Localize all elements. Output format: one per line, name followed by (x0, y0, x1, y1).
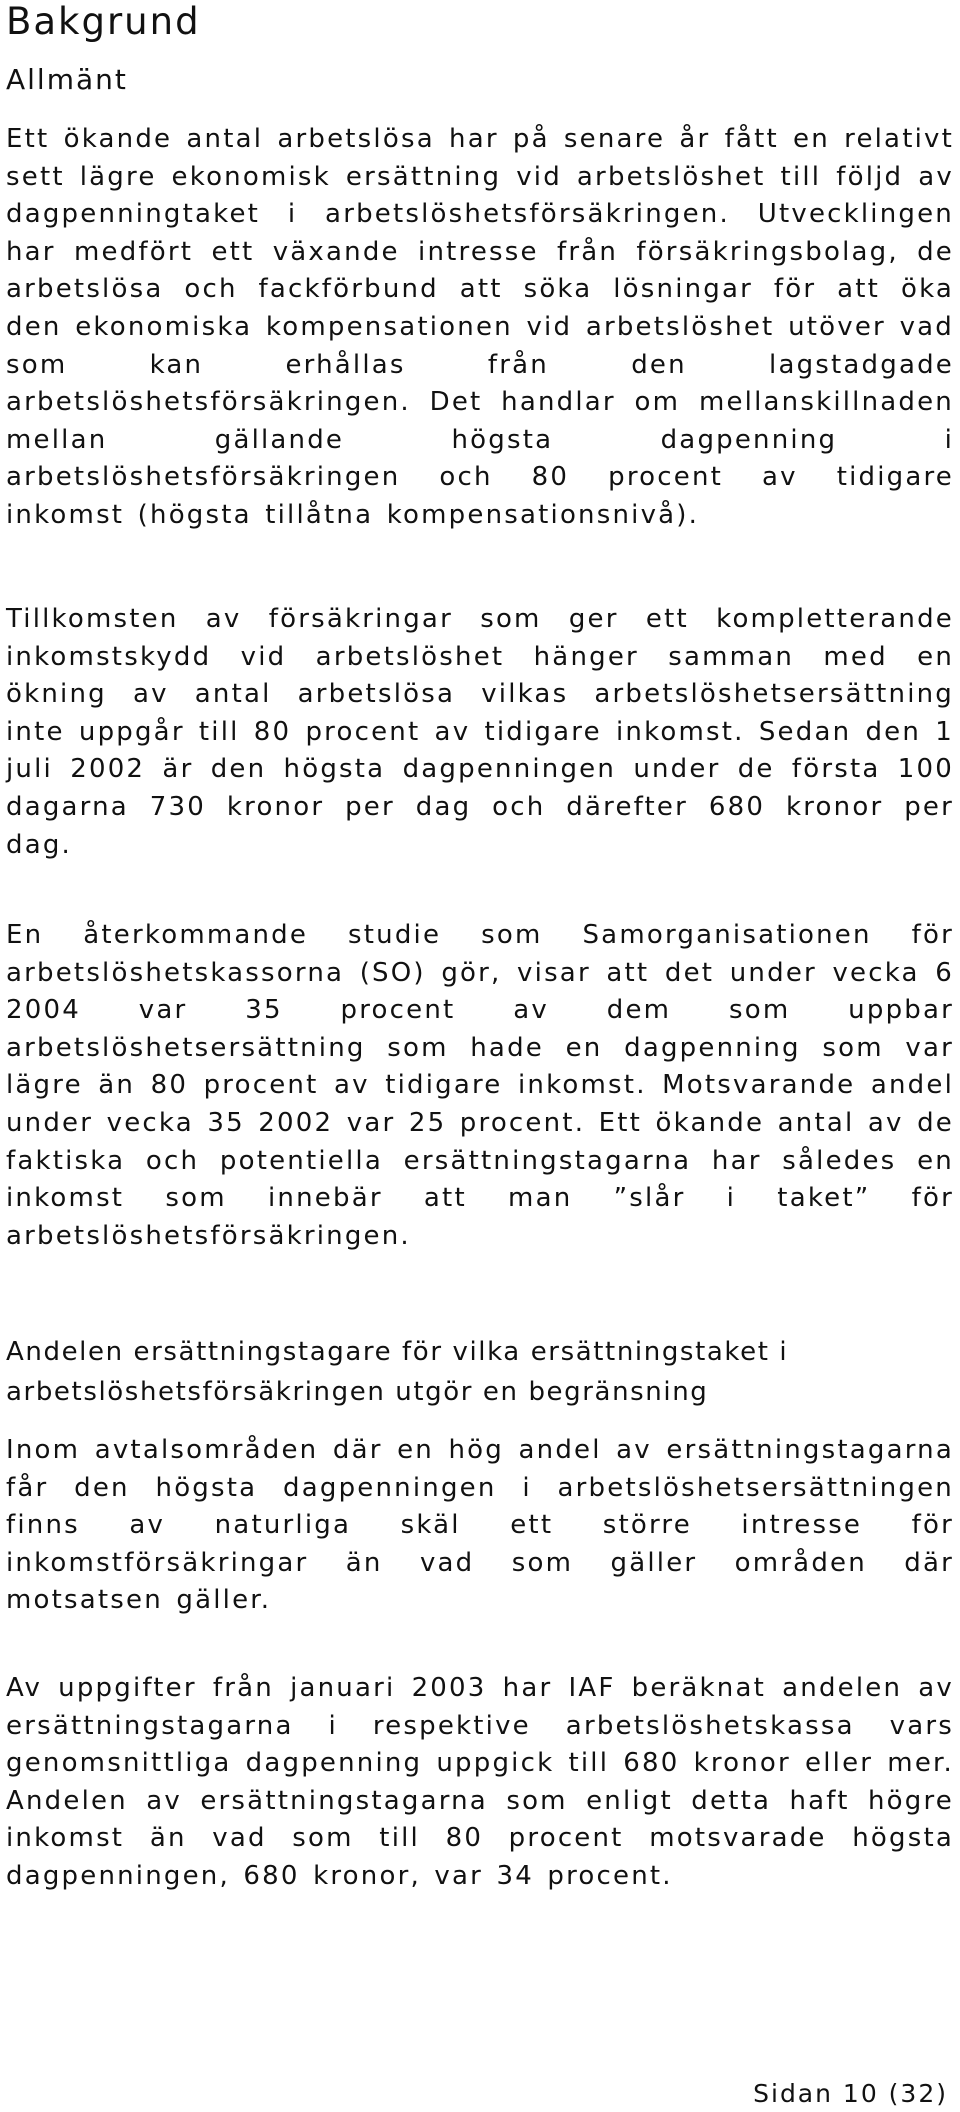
body-paragraph: En återkommande studie som Samorganisationen för arbetslöshetskassorna (SO) gör, visar att det under vecka 6 2004 var 35 procent av dem som uppbar arbetslöshetsersättning som hade en dagpenning som var lägre än 80 procent av tidigare inkomst. Motsvarande andel under vecka 35 2002 var 25 procent. Ett ökande antal av de faktiska och potentiella ersättningstagarna har således en inkomst som innebär att man ”slår i taket” för arbetslöshetsförsäkringen. (6, 920, 954, 1251)
body-paragraph: Av uppgifter från januari 2003 har IAF beräknat andelen av ersättningstagarna i respektive arbetslöshetskassa vars genomsnittliga dagpenning uppgick till 680 kronor eller mer. Andelen av ersättningstagarna som enligt detta haft högre inkomst än vad som till 80 procent motsvarade högsta dagpenningen, 680 kronor, var 34 procent. (6, 1673, 954, 1891)
body-paragraph: Tillkomsten av försäkringar som ger ett kompletterande inkomstskydd vid arbetslöshet hänger samman med en ökning av antal arbetslösa vilkas arbetslöshetsersättning inte uppgår till 80 procent av tidigare inkomst. Sedan den 1 juli 2002 är den högsta dagpenningen under de första 100 dagarna 730 kronor per dag och därefter 680 kronor per dag. (6, 604, 954, 860)
body-paragraph: Ett ökande antal arbetslösa har på senare år fått en relativt sett lägre ekonomisk ersättning vid arbetslöshet till följd av dagpenningtaket i arbetslöshetsförsäkringen. Utvecklingen har medfört ett växande intresse från försäkringsbolag, de arbetslösa och fackförbund att söka lösningar för att öka den ekonomiska kompensationen vid arbetslöshet utöver vad som kan erhållas från den lagstadgade arbetslöshetsförsäkringen. Det handlar om mellanskillnaden mellan gällande högsta dagpenning i arbetslöshetsförsäkringen och 80 procent av tidigare inkomst (högsta tillåtna kompensationsnivå). (6, 124, 954, 530)
page-title: Bakgrund (6, 0, 201, 43)
body-paragraph: Inom avtalsområden där en hög andel av ersättningstagarna får den högsta dagpenningen i arbetslöshetsersättningen finns av naturliga skäl ett större intresse för inkomstförsäkringar än vad som gäller områden där motsatsen gäller. (6, 1435, 954, 1616)
section-heading: Allmänt (6, 63, 128, 96)
subsection-heading: Andelen ersättningstagare för vilka ersättningstaket i arbetslöshetsförsäkringen utgör en begränsning (6, 1337, 789, 1407)
page-number: Sidan 10 (32) (753, 2079, 948, 2108)
